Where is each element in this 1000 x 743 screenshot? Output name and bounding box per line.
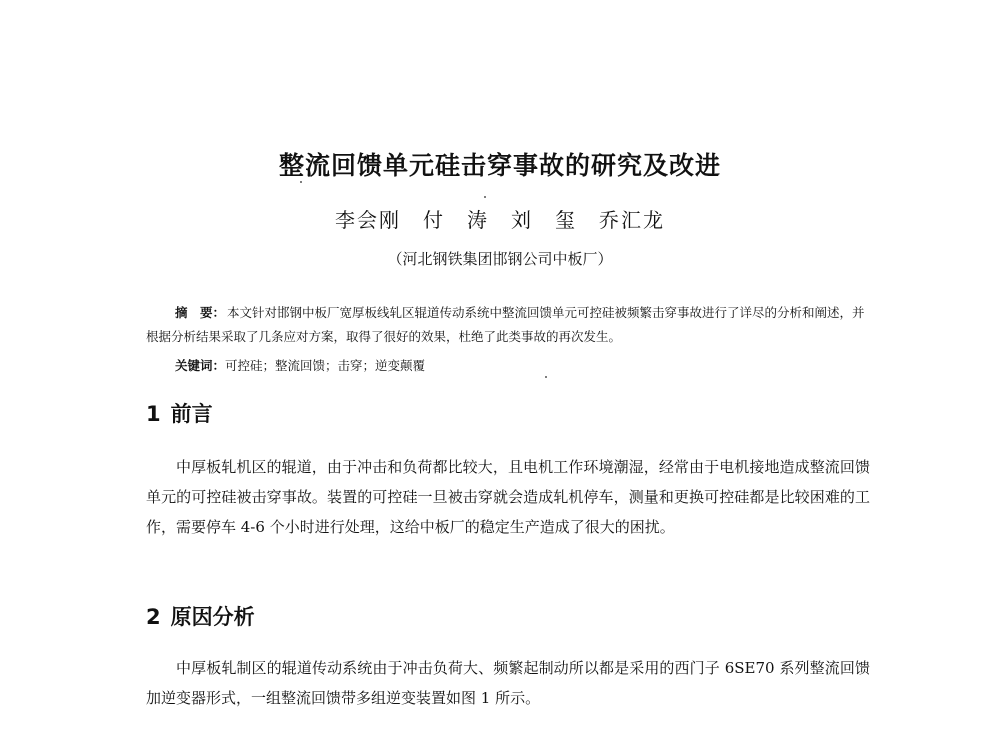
section-paragraph-2: 中厚板轧制区的辊道传动系统由于冲击负荷大、频繁起制动所以都是采用的西门子 6SE70 系列整流回馈加逆变器形式，一组整流回馈带多组逆变装置如图 1 所示。 [146, 659, 870, 707]
keywords-label: 关键词： [175, 358, 226, 373]
keywords-block [175, 354, 875, 378]
abstract-text: 本文针对邯钢中板厂宽厚板线轧区辊道传动系统中整流回馈单元可控硅被频繁击穿事故进行了详尽的分析和阐述，并根据分析结果采取了几条应对方案，取得了很好的效果，杜绝了此类事故的再次发生。 [146, 305, 865, 344]
author-list: 李会刚 付 涛 刘 玺 乔汇龙 [335, 208, 665, 232]
abstract-block [146, 301, 866, 349]
section-title: 前言 [170, 402, 213, 426]
affiliation: （河北钢铁集团邯钢公司中板厂） [387, 250, 613, 268]
keywords-text: 可控硅；整流回馈；击穿；逆变颠覆 [225, 358, 426, 373]
paper-title: 整流回馈单元硅击穿事故的研究及改进 [278, 151, 721, 180]
section-title: 原因分析 [170, 605, 255, 629]
section-number: 1 [146, 402, 161, 426]
section-heading-1 [146, 398, 213, 428]
section-heading-2 [146, 601, 255, 631]
scan-speck [484, 196, 486, 198]
abstract-label: 摘 要： [175, 305, 226, 320]
scan-speck [545, 376, 547, 378]
section-paragraph-1: 中厚板轧机区的辊道，由于冲击和负荷都比较大，且电机工作环境潮湿，经常由于电机接地造成整流回馈单元的可控硅被击穿事故。装置的可控硅一旦被击穿就会造成轧机停车，测量和更换可控硅都是比较困难的工作，需要停车 4-6 个小时进行处理，这给中板厂的稳定生产造成了很大的困扰。 [146, 458, 870, 536]
scan-speck [300, 181, 302, 183]
section-number: 2 [146, 605, 161, 629]
